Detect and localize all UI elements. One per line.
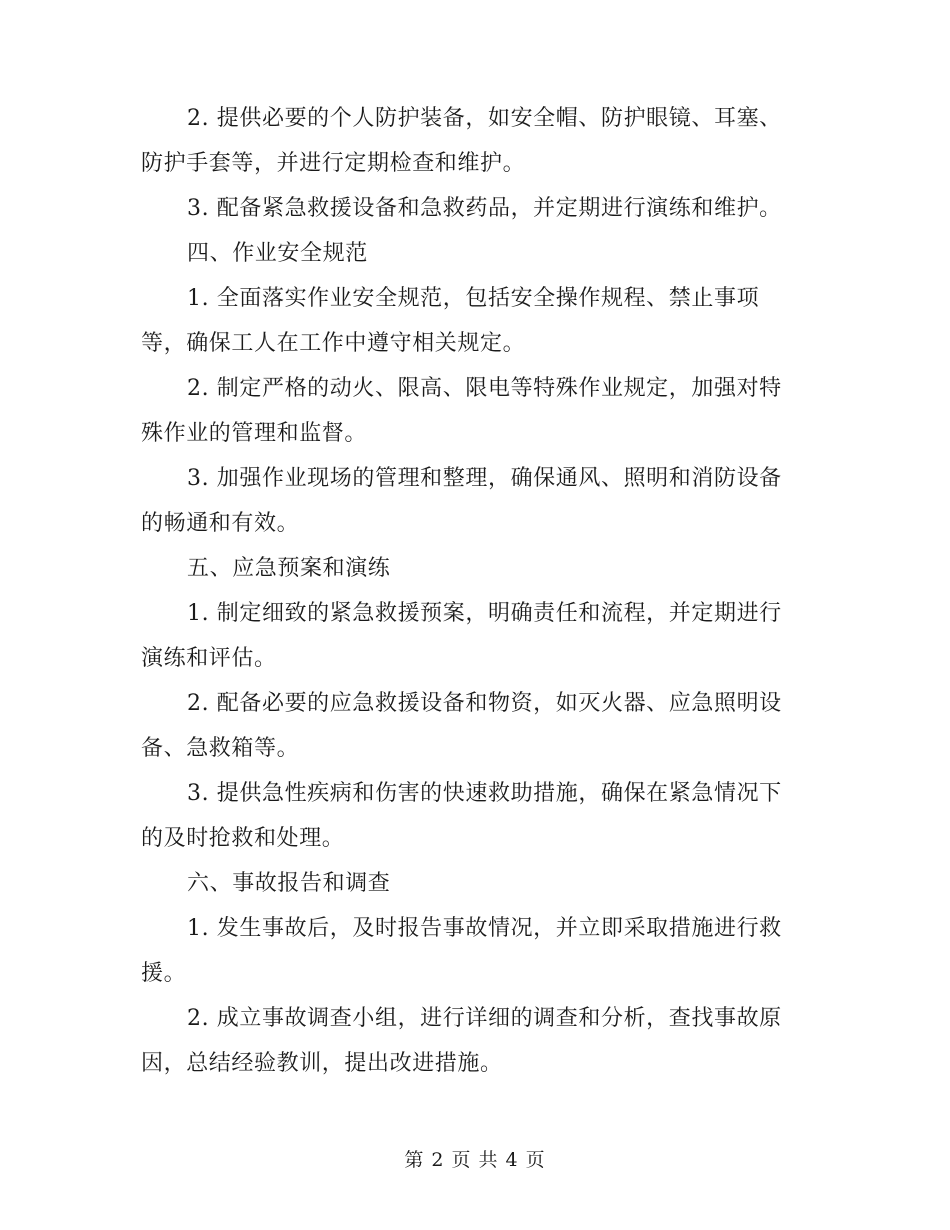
paragraph-line: 因，总结经验教训，提出改进措施。	[141, 1051, 503, 1076]
paragraph-line: 2. 提供必要的个人防护装备，如安全帽、防护眼镜、耳塞、	[187, 106, 782, 131]
paragraph-line: 3. 提供急性疾病和伤害的快速救助措施，确保在紧急情况下	[187, 781, 782, 806]
paragraph-line: 2. 配备必要的应急救援设备和物资，如灭火器、应急照明设	[187, 691, 782, 716]
document-body	[141, 96, 813, 1086]
paragraph-line: 2. 成立事故调查小组，进行详细的调查和分析，查找事故原	[187, 1006, 782, 1031]
paragraph-line: 1. 发生事故后，及时报告事故情况，并立即采取措施进行救	[187, 916, 782, 941]
paragraph-line: 备、急救箱等。	[141, 736, 300, 761]
paragraph-line: 3. 配备紧急救援设备和急救药品，并定期进行演练和维护。	[187, 196, 782, 221]
section-heading: 六、事故报告和调查	[187, 871, 391, 896]
paragraph-line: 2. 制定严格的动火、限高、限电等特殊作业规定，加强对特	[187, 376, 782, 401]
paragraph-line: 等，确保工人在工作中遵守相关规定。	[141, 331, 526, 356]
paragraph-line: 援。	[141, 961, 187, 986]
paragraph-line: 防护手套等，并进行定期检查和维护。	[141, 151, 526, 176]
section-heading: 五、应急预案和演练	[187, 556, 391, 581]
paragraph-line: 的畅通和有效。	[141, 511, 300, 536]
page-number-footer: 第 2 页 共 4 页	[404, 1149, 546, 1171]
paragraph-line: 1. 全面落实作业安全规范，包括安全操作规程、禁止事项	[187, 286, 760, 311]
paragraph-line: 3. 加强作业现场的管理和整理，确保通风、照明和消防设备	[187, 466, 782, 491]
paragraph-line: 的及时抢救和处理。	[141, 826, 345, 851]
paragraph-line: 演练和评估。	[141, 646, 277, 671]
paragraph-line: 1. 制定细致的紧急救援预案，明确责任和流程，并定期进行	[187, 601, 782, 626]
section-heading: 四、作业安全规范	[187, 241, 368, 266]
paragraph-line: 殊作业的管理和监督。	[141, 421, 368, 446]
